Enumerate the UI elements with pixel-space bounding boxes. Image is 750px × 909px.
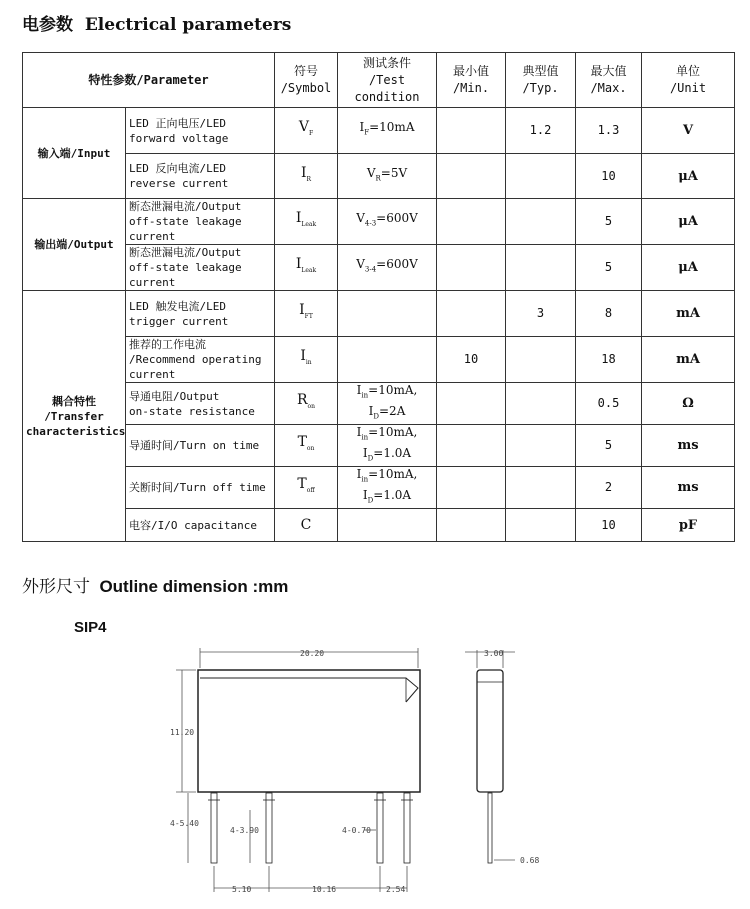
condition-tail: =5V [380,165,408,180]
condition-tail: =10mA, [368,425,418,440]
header-unit-en: /Unit [669,81,707,95]
unit-value: ms [642,467,735,509]
max-value: 2 [576,467,642,509]
parameter-name-line: LED 反向电流/LED [129,162,226,175]
parameter-name-line: 断态泄漏电流/Output [129,246,242,259]
condition-main: I [356,425,362,440]
condition-tail: =10mA, I [368,383,418,418]
dim-thickness-text: 3.00 [484,649,504,658]
header-max-cn: 最大值 [590,64,627,78]
symbol-sub: on [306,444,315,452]
symbol-sub: Leak [301,220,317,228]
parameter-name-line: off-state leakage [129,215,242,228]
condition2-tail: =1.0A [373,445,412,460]
group-transfer-line: 耦合特性 [52,394,96,408]
electrical-title-en: Electrical parameters [84,15,292,35]
header-test-en2: condition [354,89,420,104]
unit-value: V [642,108,735,154]
condition-sub: in [361,391,369,400]
electrical-title-cn: 电参数 [22,15,73,35]
unit-value: μA [642,154,735,199]
group-input: 输入端/Input [23,108,126,199]
condition2-main: I [362,487,368,502]
group-transfer-line: characteristics [26,424,126,438]
parameter-name-line: off-state leakage [129,261,242,274]
parameter-name-line: current [129,230,176,243]
lead-1 [211,793,217,863]
dim-pitch-2-text: 10.16 [312,885,337,894]
parameter-name-line: 断态泄漏电流/Output [129,200,242,213]
dim-lead-length-text: 4-5.40 [170,819,199,828]
lead-4 [404,793,410,863]
symbol-sub: FT [304,312,313,320]
condition-tail-sub: D [373,411,379,420]
condition2-sub: D [367,495,374,504]
header-test-en1: /Test [368,72,406,87]
condition2-main: I [362,445,368,460]
parameter-name-line: 导通电阻/Output [129,389,220,403]
symbol-main: I [295,256,302,273]
dim-height-text: 11.20 [170,728,195,737]
condition-tail: =600V [376,257,418,272]
package-label: SIP4 [74,619,107,636]
dim-width-text: 20.20 [300,649,325,658]
typ-value: 3 [506,291,576,337]
max-value: 0.5 [576,383,642,425]
parameter-name-line: current [129,276,176,289]
condition-sub: in [361,433,369,442]
parameter-name-line: 关断时间/Turn off time [129,481,266,494]
dim-lead-width-text: 4-0.70 [342,826,371,835]
condition2-sub: D [367,453,374,462]
condition-main: V [356,211,365,226]
side-lead [488,793,492,863]
max-value: 18 [576,337,642,383]
symbol-main: V [298,119,309,136]
dim-pitch-3-text: 2.54 [386,885,406,894]
parameter-name-line: LED 正向电压/LED [129,116,226,130]
unit-value: mA [642,337,735,383]
header-min-cn: 最小值 [452,64,489,78]
outline-title-en: Outline dimension :mm [99,577,289,596]
symbol-sub: Leak [301,266,317,274]
max-value: 10 [576,509,642,542]
header-min-en: /Min. [452,81,490,95]
symbol-main: I [295,210,302,227]
header-typ-en: /Typ. [522,81,559,95]
dim-pitch-1-text: 5.10 [232,885,252,894]
group-output: 输出端/Output [23,199,126,291]
header-test-cn: 测试条件 [362,55,411,70]
unit-value: ms [642,425,735,467]
unit-value: μA [642,245,735,291]
header-symbol-en: /Symbol [280,81,332,95]
condition-main: V [366,165,376,180]
condition-tail: =10mA, [368,467,418,482]
condition-main: I [356,383,362,398]
condition-sub: in [361,475,369,484]
unit-value: pF [642,509,735,542]
condition-main: I [359,120,365,135]
header-unit-cn: 单位 [675,64,700,78]
parameter-name-line: trigger current [129,314,229,328]
max-value: 5 [576,199,642,245]
unit-value: μA [642,199,735,245]
max-value: 5 [576,245,642,291]
parameter-name-line: current [129,368,176,381]
parameter-name-line: LED 触发电流/LED [129,299,226,313]
condition-tail: =10mA [369,120,415,135]
header-parameter: 特性参数/Parameter [23,53,275,108]
symbol-main: T [297,476,307,493]
lead-3 [377,793,383,863]
condition-sub: F [364,128,370,137]
package-body-front [198,670,420,792]
condition-main: I [356,467,362,482]
parameter-name-line: 电容/I/O capacitance [129,518,257,532]
max-value: 8 [576,291,642,337]
condition-sub: 3-4 [364,265,377,274]
parameter-name-line: on-state resistance [129,404,255,418]
header-symbol-cn: 符号 [293,64,318,78]
symbol-sub: on [307,402,316,410]
parameter-name-line: 导通时间/Turn on time [129,439,260,452]
symbol-main: I [300,348,306,365]
condition-sub: R [375,174,381,183]
max-value: 1.3 [576,108,642,154]
symbol-main: I [300,164,307,181]
typ-value: 1.2 [506,108,576,154]
condition-sub: 4-3 [364,219,377,228]
symbol-main: I [299,302,305,319]
max-value: 10 [576,154,642,199]
min-value: 10 [437,337,506,383]
header-typ-cn: 典型值 [522,64,559,78]
parameter-name-line: /Recommend operating [129,353,262,366]
symbol-sub: in [305,358,312,366]
condition2-tail: =1.0A [373,487,412,502]
unit-value: mA [642,291,735,337]
parameter-name-line: forward voltage [129,131,229,145]
condition-main: V [356,257,365,272]
parameter-name-line: 推荐的工作电流 [129,338,206,351]
symbol-main: C [300,516,312,533]
condition-tail: =600V [376,211,418,226]
package-body-bevel [200,678,418,702]
outline-title-cn: 外形尺寸 [22,577,90,597]
parameter-name-line: reverse current [129,177,229,190]
dim-lead-inner-text: 4-3.90 [230,826,259,835]
lead-2 [266,793,272,863]
symbol-main: R [296,392,308,409]
dim-lead-thickness-text: 0.68 [520,856,540,865]
header-max-en: /Max. [590,81,627,95]
group-transfer-line: /Transfer [44,409,104,423]
unit-value: Ω [642,383,735,425]
symbol-sub: R [306,175,312,183]
max-value: 5 [576,425,642,467]
symbol-main: T [297,434,307,451]
symbol-sub: off [306,486,315,494]
condition-tail-end: =2A [379,403,406,418]
package-body-side [477,670,503,792]
symbol-sub: F [308,129,314,137]
